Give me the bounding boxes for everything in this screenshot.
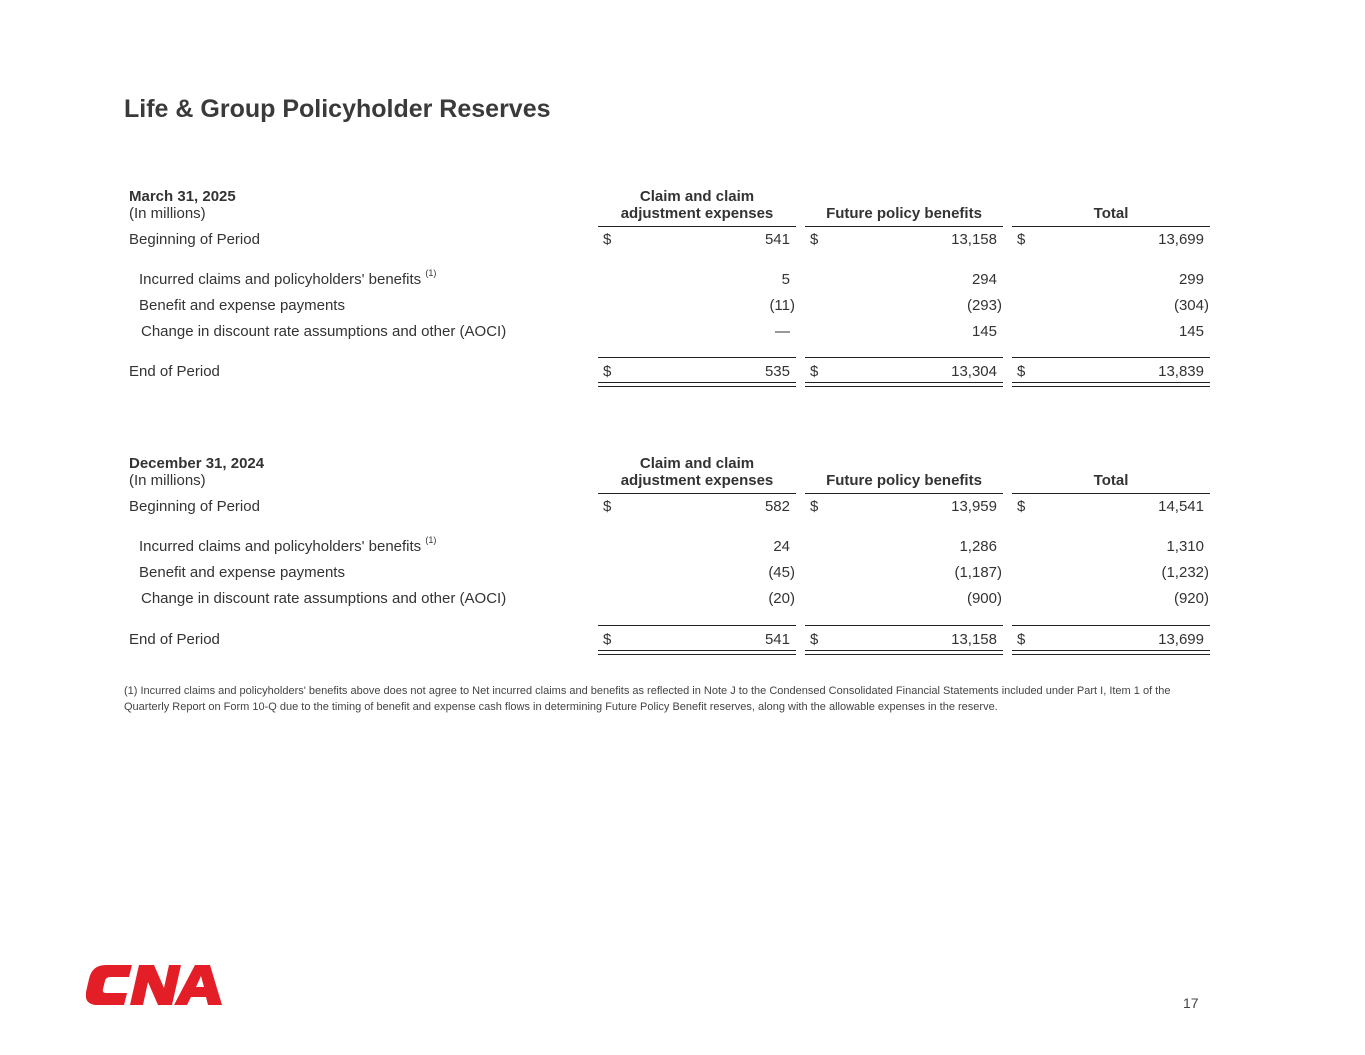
cell-beginning-total: 14,541: [1158, 498, 1204, 515]
cell-payments-claim: (11): [769, 297, 795, 314]
cna-logo-icon: [86, 962, 224, 1008]
column-header-claim-expenses: Claim and claim adjustment expenses: [620, 188, 774, 222]
cell-end-future: 13,158: [951, 631, 997, 648]
cell-beginning-total: 13,699: [1158, 231, 1204, 248]
currency-symbol: $: [810, 231, 819, 248]
cell-end-total: 13,699: [1158, 631, 1204, 648]
cell-end-total: 13,839: [1158, 363, 1204, 380]
column-header-total: Total: [1093, 472, 1129, 489]
column-header-total: Total: [1093, 205, 1129, 222]
cell-discount-future: 145: [971, 323, 997, 340]
total-double-rule: [1012, 650, 1210, 655]
cell-incurred-future: 1,286: [959, 538, 997, 555]
subtotal-rule: [598, 357, 796, 358]
cell-incurred-claim: 24: [773, 538, 790, 555]
logo-letter-n: [130, 965, 181, 1005]
footnote: (1) Incurred claims and policyholders' benefits above does not agree to Net incurred claims and benefits as reflected in Note J to the Condensed Consolidated Financial Statements included under Part I, Item 1 of the Quarterly Report on Form 10-Q due to the timing of benefit and expense cash flows in determining Future Policy Benefit reserves, along with the allowable expenses in the reserve.: [124, 685, 1171, 713]
cell-payments-total: (304): [1173, 297, 1209, 314]
logo-letter-c: [86, 965, 132, 1005]
row-label-payments: Benefit and expense payments: [139, 297, 345, 314]
cell-incurred-total: 1,310: [1166, 538, 1204, 555]
subtotal-rule: [805, 357, 1003, 358]
logo-letter-a: [174, 965, 222, 1005]
header-rule: [1012, 226, 1210, 227]
row-label-beginning: Beginning of Period: [129, 498, 260, 515]
currency-symbol: $: [1017, 231, 1026, 248]
cell-beginning-future: 13,158: [951, 231, 997, 248]
row-label-end: End of Period: [129, 363, 220, 380]
table-period: March 31, 2025: [129, 188, 236, 205]
footnote-ref: (1): [425, 268, 437, 278]
cell-payments-total: (1,232): [1161, 564, 1209, 581]
table-units: (In millions): [129, 472, 206, 489]
cna-logo: [86, 962, 224, 1013]
column-header-future-policy-benefits: Future policy benefits: [826, 472, 982, 489]
row-label-discount: Change in discount rate assumptions and other (AOCI): [141, 323, 507, 340]
cell-discount-future: (900): [966, 590, 1002, 607]
currency-symbol: $: [603, 631, 612, 648]
subtotal-rule: [805, 625, 1003, 626]
reserves-table-march-2025: [0, 185, 1365, 400]
currency-symbol: $: [1017, 363, 1026, 380]
header-rule: [1012, 493, 1210, 494]
cell-payments-future: (293): [966, 297, 1002, 314]
column-header-future-policy-benefits: Future policy benefits: [826, 205, 982, 222]
table-units: (In millions): [129, 205, 206, 222]
total-double-rule: [598, 650, 796, 655]
cell-end-claim: 541: [764, 631, 790, 648]
header-rule: [805, 226, 1003, 227]
cell-discount-claim: —: [775, 323, 790, 340]
page-number: 17: [1183, 995, 1199, 1011]
total-double-rule: [805, 382, 1003, 387]
row-label-incurred: [139, 268, 437, 288]
currency-symbol: $: [810, 498, 819, 515]
incurred-label-text: Incurred claims and policyholders' benefits: [139, 538, 422, 555]
table-period: December 31, 2024: [129, 455, 265, 472]
reserves-table-december-2024: [0, 452, 1365, 667]
row-label-incurred: [139, 535, 437, 555]
page-title: Life & Group Policyholder Reserves: [124, 95, 551, 123]
total-double-rule: [598, 382, 796, 387]
cell-payments-claim: (45): [768, 564, 795, 581]
subtotal-rule: [598, 625, 796, 626]
currency-symbol: $: [1017, 631, 1026, 648]
total-double-rule: [1012, 382, 1210, 387]
currency-symbol: $: [810, 631, 819, 648]
incurred-label-text: Incurred claims and policyholders' benefits: [139, 271, 422, 288]
subtotal-rule: [1012, 357, 1210, 358]
row-label-discount: Change in discount rate assumptions and other (AOCI): [141, 590, 507, 607]
row-label-end: End of Period: [129, 631, 220, 648]
header-rule: [598, 226, 796, 227]
footnote-ref: (1): [425, 535, 437, 545]
currency-symbol: $: [810, 363, 819, 380]
cell-beginning-claim: 582: [764, 498, 790, 515]
header-rule: [805, 493, 1003, 494]
currency-symbol: $: [603, 363, 612, 380]
cell-discount-claim: (20): [768, 590, 795, 607]
cell-incurred-claim: 5: [781, 271, 790, 288]
cell-discount-total: (920): [1173, 590, 1209, 607]
cell-payments-future: (1,187): [954, 564, 1002, 581]
row-label-beginning: Beginning of Period: [129, 231, 260, 248]
currency-symbol: $: [603, 231, 612, 248]
row-label-payments: Benefit and expense payments: [139, 564, 345, 581]
cell-incurred-future: 294: [971, 271, 997, 288]
cell-beginning-future: 13,959: [951, 498, 997, 515]
currency-symbol: $: [603, 498, 612, 515]
header-rule: [598, 493, 796, 494]
cell-end-claim: 535: [764, 363, 790, 380]
cell-discount-total: 145: [1178, 323, 1204, 340]
cell-beginning-claim: 541: [764, 231, 790, 248]
currency-symbol: $: [1017, 498, 1026, 515]
cell-incurred-total: 299: [1178, 271, 1204, 288]
subtotal-rule: [1012, 625, 1210, 626]
cell-end-future: 13,304: [951, 363, 997, 380]
total-double-rule: [805, 650, 1003, 655]
column-header-claim-expenses: Claim and claim adjustment expenses: [620, 455, 774, 489]
